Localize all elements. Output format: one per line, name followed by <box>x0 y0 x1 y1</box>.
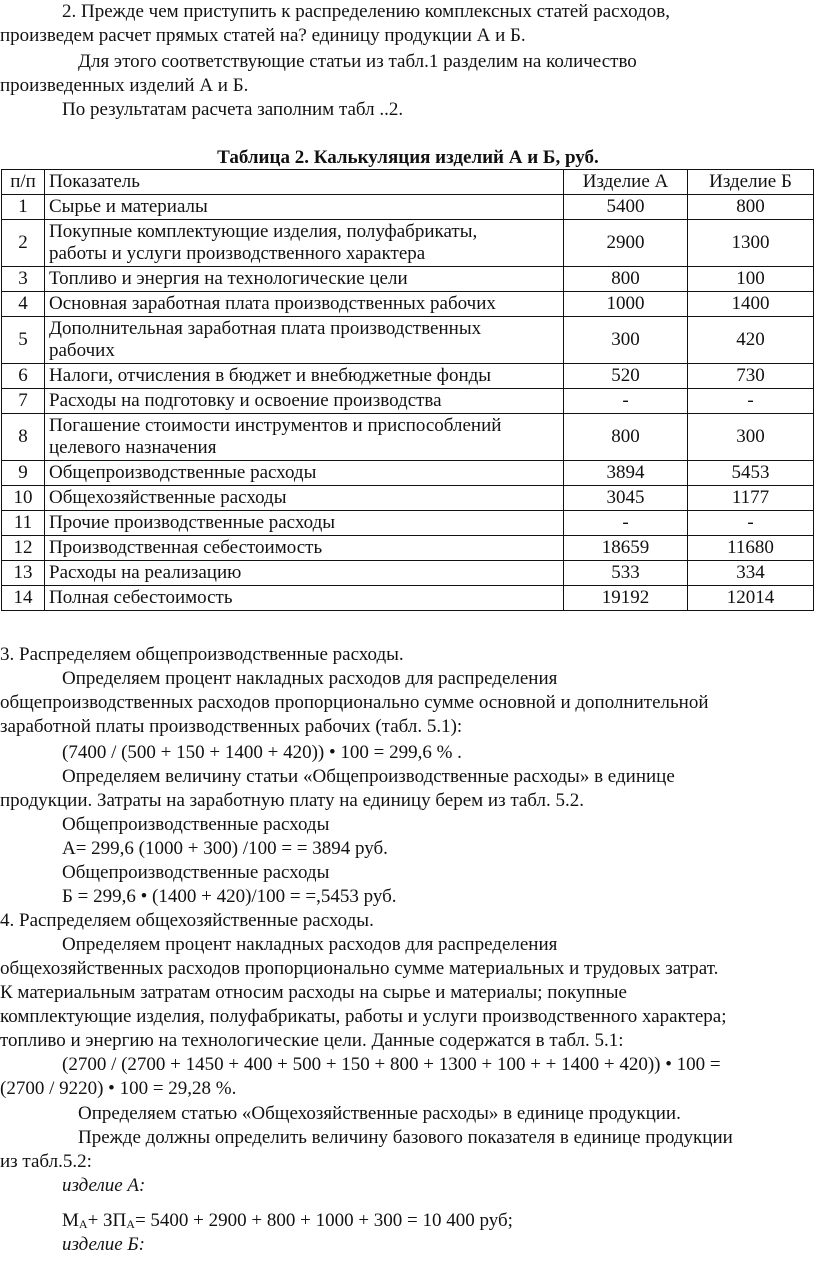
row-indicator-cell <box>45 511 564 536</box>
table-row <box>2 414 814 461</box>
row-number-cell: 6 <box>2 364 45 389</box>
intro-line-1: 2. Прежде чем приступить к распределению комплексных статей расходов, <box>62 1 670 22</box>
intro-line-5: По результатам расчета заполним табл ..2. <box>62 99 404 120</box>
row-number-cell: 2 <box>2 220 45 267</box>
indicator-text-line: Сырье и материалы <box>49 196 208 217</box>
row-value-b-cell: 1300 <box>688 220 814 267</box>
section3-formula-b: Б = 299,6 • (1400 + 420)/100 = =,5453 руб. <box>62 886 397 907</box>
row-number-cell: 1 <box>2 195 45 220</box>
section3-line-7: Общепроизводственные расходы <box>62 814 330 835</box>
row-indicator-cell <box>45 461 564 486</box>
row-value-b-cell: 420 <box>688 317 814 364</box>
table-row <box>2 536 814 561</box>
row-value-a-cell: 3894 <box>564 461 688 486</box>
indicator-text-line: рабочих <box>49 340 115 361</box>
indicator-text-line: целевого назначения <box>49 437 217 458</box>
row-value-b-cell: 5453 <box>688 461 814 486</box>
indicator-text-line: Расходы на реализацию <box>49 562 242 583</box>
row-indicator-cell <box>45 364 564 389</box>
section4-line-2: общехозяйственных расходов пропорционально сумме материальных и трудовых затрат. <box>0 958 719 979</box>
section4-formula-1: (2700 / (2700 + 1450 + 400 + 500 + 150 + 800 + 1300 + 100 + + 1400 + 420)) • 100 = <box>62 1054 721 1075</box>
row-value-a-cell: 800 <box>564 267 688 292</box>
formula-rest: = 5400 + 2900 + 800 + 1000 + 300 = 10 400 руб; <box>134 1210 513 1231</box>
indicator-text-line: работы и услуги производственного характера <box>49 243 426 264</box>
section4-line-3: К материальным затратам относим расходы на сырье и материалы; покупные <box>0 982 627 1003</box>
formula-zp: + ЗП <box>87 1210 127 1231</box>
section4-line-4: комплектующие изделия, полуфабрикаты, работы и услуги производственного характера; <box>0 1006 727 1027</box>
row-value-b-cell: - <box>688 511 814 536</box>
row-number-cell: 14 <box>2 586 45 611</box>
section3-formula-a: А= 299,6 (1000 + 300) /100 = = 3894 руб. <box>62 838 388 859</box>
table-row <box>2 511 814 536</box>
row-value-b-cell: 11680 <box>688 536 814 561</box>
row-indicator-cell <box>45 486 564 511</box>
table-title: Таблица 2. Калькуляция изделий А и Б, руб. <box>217 147 599 168</box>
row-value-b-cell: 1400 <box>688 292 814 317</box>
row-number-cell: 3 <box>2 267 45 292</box>
formula-m: М <box>62 1210 79 1231</box>
row-value-b-cell: 730 <box>688 364 814 389</box>
product-a-label: изделие А: <box>62 1175 146 1196</box>
section4-line-10: из табл.5.2: <box>0 1151 92 1172</box>
indicator-text-line: Прочие производственные расходы <box>49 512 336 533</box>
row-number-cell: 4 <box>2 292 45 317</box>
section4-line-5: топливо и энергию на технологические цели. Данные содержатся в табл. 5.1: <box>0 1030 624 1051</box>
section3-line-1: Определяем процент накладных расходов для распределения <box>62 668 558 689</box>
header-cell-product-a: Изделие А <box>564 170 688 195</box>
section3-line-5: Определяем величину статьи «Общепроизводственные расходы» в единице <box>62 766 675 787</box>
row-number-cell: 5 <box>2 317 45 364</box>
row-number-cell: 11 <box>2 511 45 536</box>
section3-heading: 3. Распределяем общепроизводственные расходы. <box>0 644 404 665</box>
table-row <box>2 317 814 364</box>
section3-line-6: продукции. Затраты на заработную плату на единицу берем из табл. 5.2. <box>0 790 584 811</box>
table-row <box>2 389 814 414</box>
table-row <box>2 561 814 586</box>
intro-line-4: произведенных изделий А и Б. <box>0 75 249 96</box>
section4-line-8: Определяем статью «Общехозяйственные расходы» в единице продукции. <box>78 1103 681 1124</box>
row-value-a-cell: 300 <box>564 317 688 364</box>
indicator-text-line: Основная заработная плата производственных рабочих <box>49 293 496 314</box>
table-row <box>2 220 814 267</box>
table-row <box>2 364 814 389</box>
formula-sub-a-2: А <box>126 1217 135 1231</box>
row-indicator-cell <box>45 220 564 267</box>
row-value-a-cell: 3045 <box>564 486 688 511</box>
formula-sub-a-1: А <box>78 1217 88 1231</box>
indicator-text-line: Покупные комплектующие изделия, полуфабрикаты, <box>49 221 478 242</box>
row-value-b-cell: 12014 <box>688 586 814 611</box>
indicator-text-line: Топливо и энергия на технологические цели <box>49 268 408 289</box>
indicator-text-line: Погашение стоимости инструментов и приспособлений <box>49 415 502 436</box>
row-indicator-cell <box>45 292 564 317</box>
section4-line-1: Определяем процент накладных расходов для распределения <box>62 934 558 955</box>
row-indicator-cell <box>45 536 564 561</box>
row-number-cell: 8 <box>2 414 45 461</box>
row-value-b-cell: 300 <box>688 414 814 461</box>
row-value-a-cell: - <box>564 389 688 414</box>
row-value-a-cell: 5400 <box>564 195 688 220</box>
indicator-text-line: Налоги, отчисления в бюджет и внебюджетные фонды <box>49 365 492 386</box>
indicator-text-line: Общепроизводственные расходы <box>49 462 317 483</box>
table-header-row <box>2 170 814 195</box>
intro-line-2: произведем расчет прямых статей на? единицу продукции А и Б. <box>0 25 526 46</box>
section4-line-9: Прежде должны определить величину базового показателя в единице продукции <box>78 1127 733 1148</box>
header-cell-indicator: Показатель <box>45 170 564 195</box>
indicator-text-line: Производственная себестоимость <box>49 537 323 558</box>
row-indicator-cell <box>45 561 564 586</box>
indicator-text-line: Общехозяйственные расходы <box>49 487 287 508</box>
intro-line-3: Для этого соответствующие статьи из табл.1 разделим на количество <box>78 51 637 72</box>
row-number-cell: 7 <box>2 389 45 414</box>
row-number-cell: 10 <box>2 486 45 511</box>
row-indicator-cell <box>45 195 564 220</box>
calculation-table <box>1 169 814 611</box>
row-number-cell: 13 <box>2 561 45 586</box>
row-value-b-cell: 1177 <box>688 486 814 511</box>
section3-line-3: заработной платы производственных рабочих (табл. 5.1): <box>0 716 463 737</box>
row-value-a-cell: 533 <box>564 561 688 586</box>
row-value-b-cell: 100 <box>688 267 814 292</box>
row-value-a-cell: 2900 <box>564 220 688 267</box>
section3-line-2: общепроизводственных расходов пропорционально сумме основной и дополнительной <box>0 692 709 713</box>
table-row <box>2 267 814 292</box>
section4-heading: 4. Распределяем общехозяйственные расходы. <box>0 910 374 931</box>
product-b-label: изделие Б: <box>62 1234 145 1255</box>
row-value-a-cell: - <box>564 511 688 536</box>
row-value-a-cell: 19192 <box>564 586 688 611</box>
row-value-a-cell: 520 <box>564 364 688 389</box>
table-row <box>2 461 814 486</box>
indicator-text-line: Дополнительная заработная плата производственных <box>49 318 482 339</box>
section3-formula-1: (7400 / (500 + 150 + 1400 + 420)) • 100 = 299,6 % . <box>62 742 462 763</box>
row-value-b-cell: 800 <box>688 195 814 220</box>
row-value-b-cell: - <box>688 389 814 414</box>
table-row <box>2 195 814 220</box>
section4-formula-2: (2700 / 9220) • 100 = 29,28 %. <box>0 1078 237 1099</box>
row-number-cell: 9 <box>2 461 45 486</box>
row-indicator-cell <box>45 389 564 414</box>
row-indicator-cell <box>45 267 564 292</box>
table-row <box>2 292 814 317</box>
row-number-cell: 12 <box>2 536 45 561</box>
row-indicator-cell <box>45 414 564 461</box>
header-cell-product-b: Изделие Б <box>688 170 814 195</box>
table-row <box>2 486 814 511</box>
header-cell-number: п/п <box>2 170 45 195</box>
row-value-a-cell: 18659 <box>564 536 688 561</box>
indicator-text-line: Полная себестоимость <box>49 587 233 608</box>
row-indicator-cell <box>45 317 564 364</box>
row-value-a-cell: 800 <box>564 414 688 461</box>
row-value-a-cell: 1000 <box>564 292 688 317</box>
row-value-b-cell: 334 <box>688 561 814 586</box>
indicator-text-line: Расходы на подготовку и освоение производства <box>49 390 442 411</box>
section3-line-9: Общепроизводственные расходы <box>62 862 330 883</box>
table-row <box>2 586 814 611</box>
formula-product-a <box>62 1209 513 1236</box>
row-indicator-cell <box>45 586 564 611</box>
